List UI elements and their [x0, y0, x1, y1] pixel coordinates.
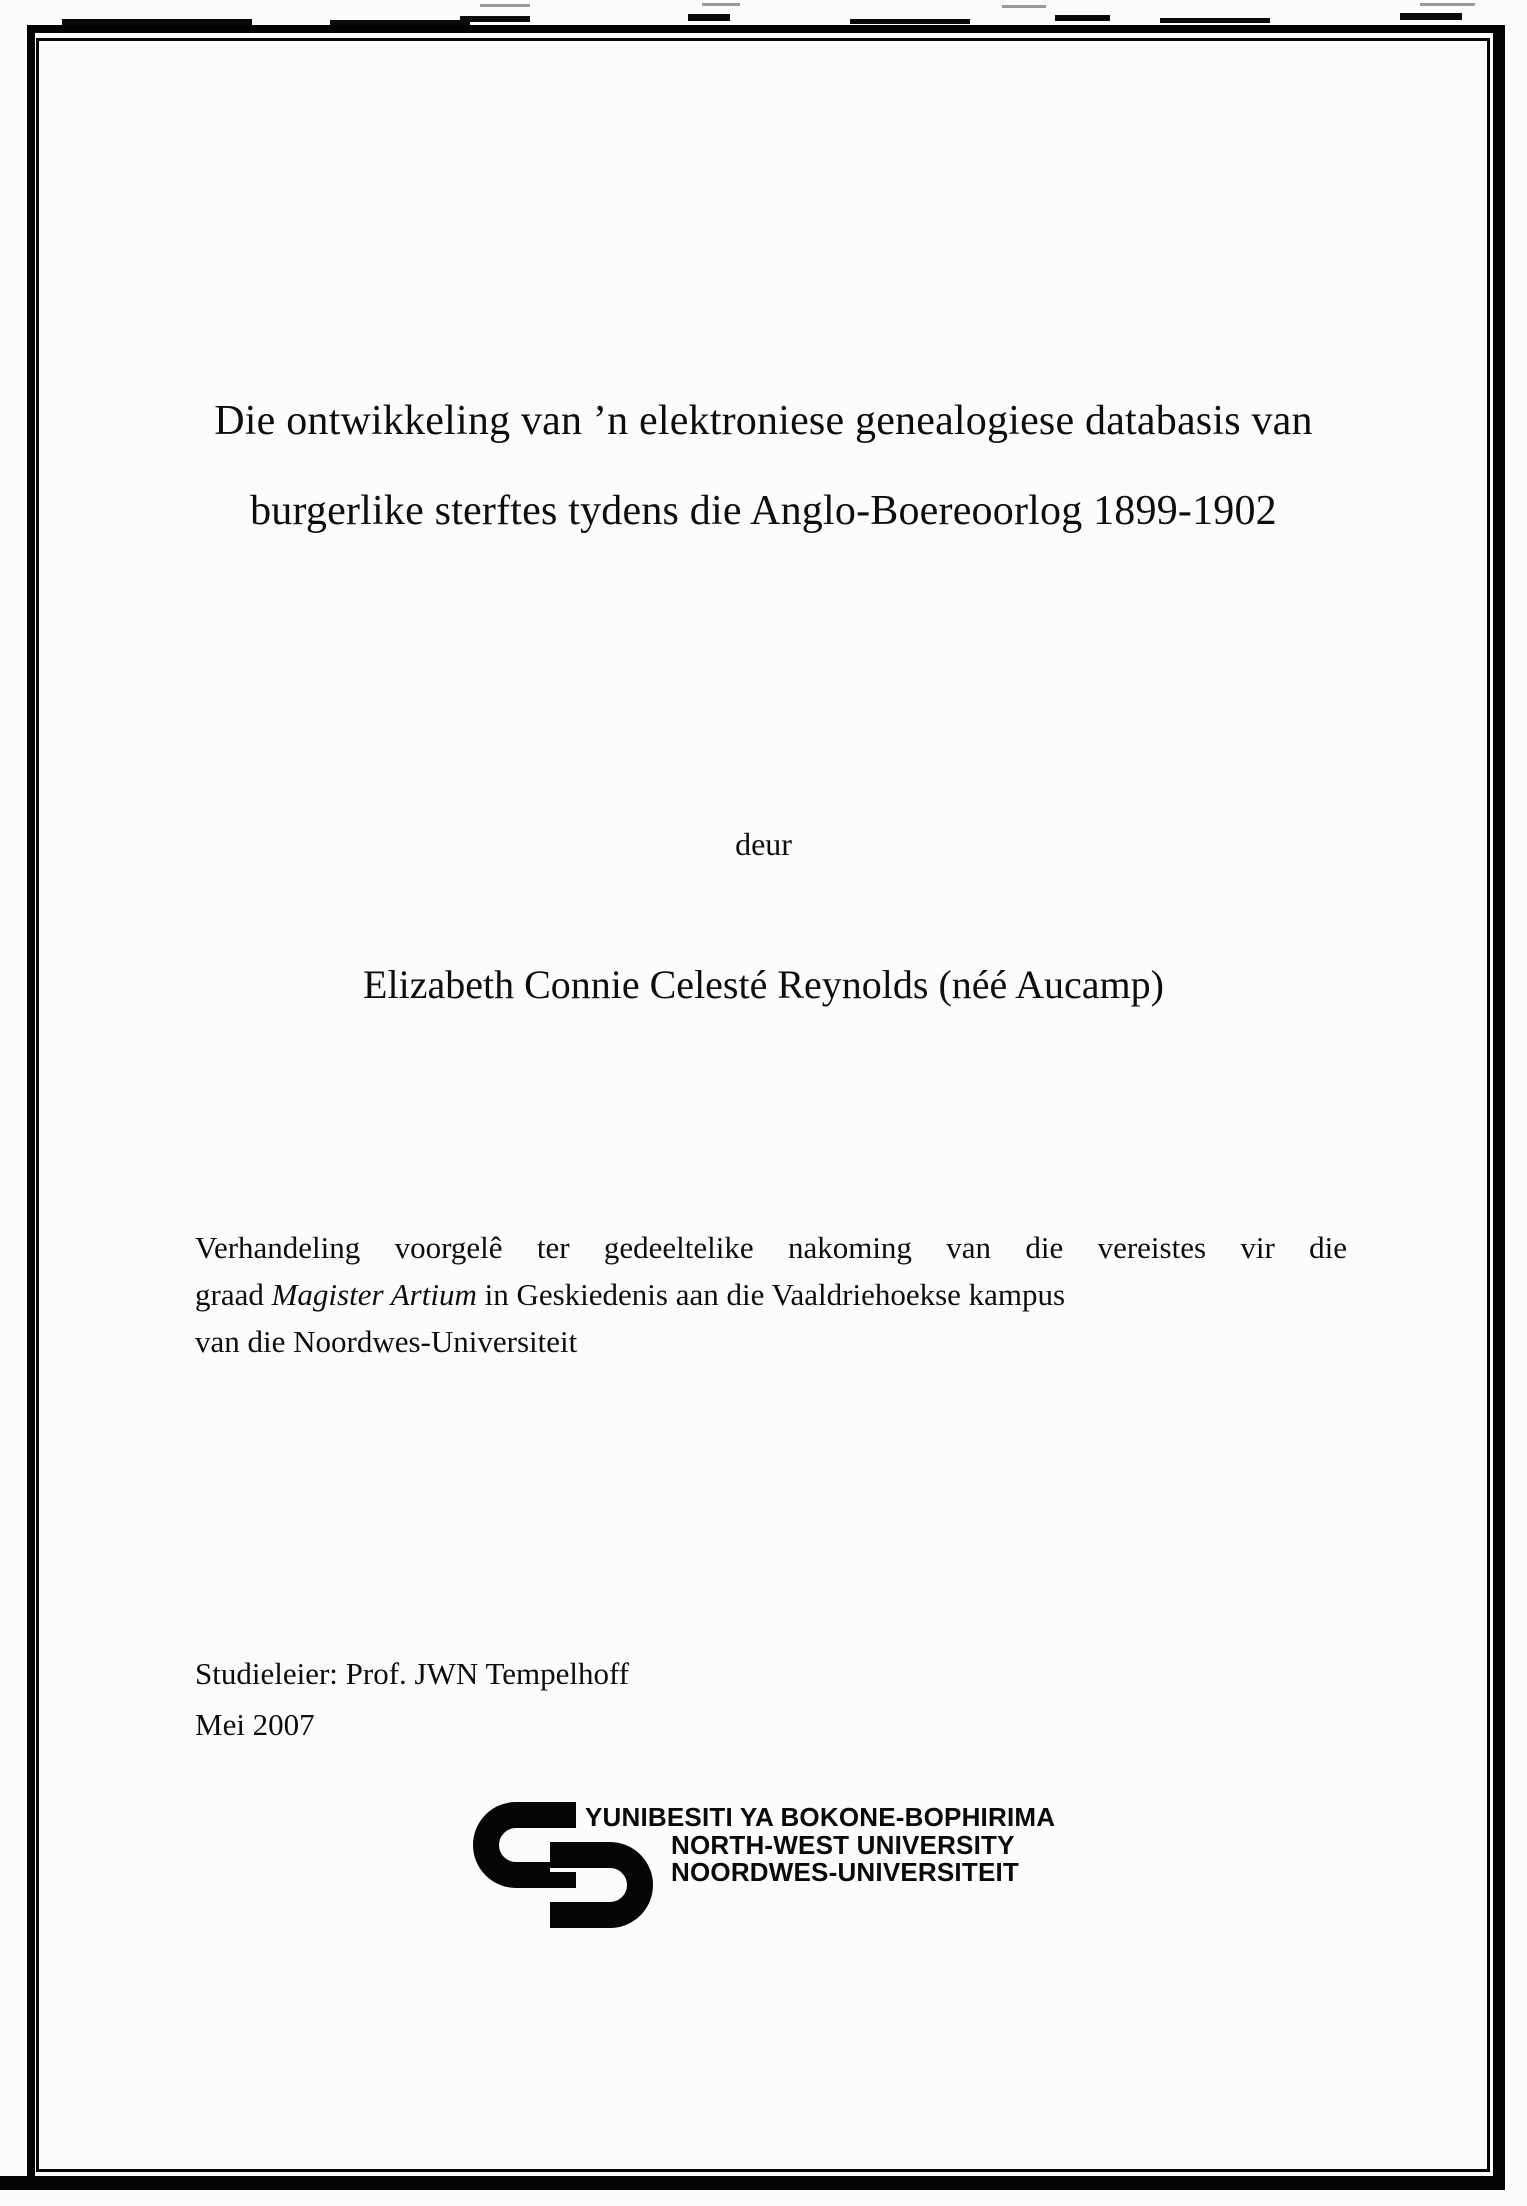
- degree-statement-line-3: van die Noordwes-Universiteit: [195, 1324, 578, 1359]
- degree-statement-line-2: [195, 1271, 1347, 1318]
- author-name: Elizabeth Connie Celesté Reynolds (néé Aucamp): [363, 962, 1164, 1007]
- scan-speck: [1420, 3, 1475, 6]
- degree-statement-line-2-post: in Geskiedenis aan die Vaaldriehoekse kampus: [476, 1277, 1066, 1312]
- scan-dash: [850, 19, 970, 24]
- scan-dash: [460, 16, 530, 22]
- university-logo: [468, 1795, 1108, 1940]
- degree-statement-line-2-pre: graad: [195, 1277, 272, 1312]
- byline-label: deur: [735, 826, 792, 862]
- scan-dash: [1055, 15, 1110, 21]
- logo-text-setswana: YUNIBESITI YA BOKONE-BOPHIRIMA: [585, 1802, 1056, 1832]
- thesis-title-line-2: burgerlike sterftes tydens die Anglo-Boereoorlog 1899-1902: [250, 488, 1277, 534]
- thesis-title: [0, 376, 1527, 556]
- scan-dash: [688, 14, 730, 21]
- scan-speck: [480, 4, 530, 7]
- degree-statement-line-1: Verhandeling voorgelê ter gedeeltelike nakoming van die vereistes vir die: [195, 1230, 1347, 1265]
- scan-speck: [1002, 5, 1046, 8]
- degree-statement: [195, 1224, 1347, 1365]
- scan-speck: [702, 3, 740, 6]
- logo-text-afrikaans: NOORDWES-UNIVERSITEIT: [671, 1857, 1019, 1887]
- degree-name-italic: Magister Artium: [271, 1277, 477, 1312]
- logo-text-english: NORTH-WEST UNIVERSITY: [671, 1830, 1015, 1860]
- supervisor-block: [195, 1648, 629, 1750]
- scan-dash: [0, 2176, 42, 2190]
- date-line: Mei 2007: [195, 1707, 315, 1742]
- scan-dash: [1160, 18, 1270, 23]
- supervisor-line: Studieleier: Prof. JWN Tempelhoff: [195, 1656, 630, 1691]
- scan-dash: [1400, 13, 1462, 20]
- thesis-title-line-1: Die ontwikkeling van ’n elektroniese genealogiese databasis van: [214, 398, 1313, 444]
